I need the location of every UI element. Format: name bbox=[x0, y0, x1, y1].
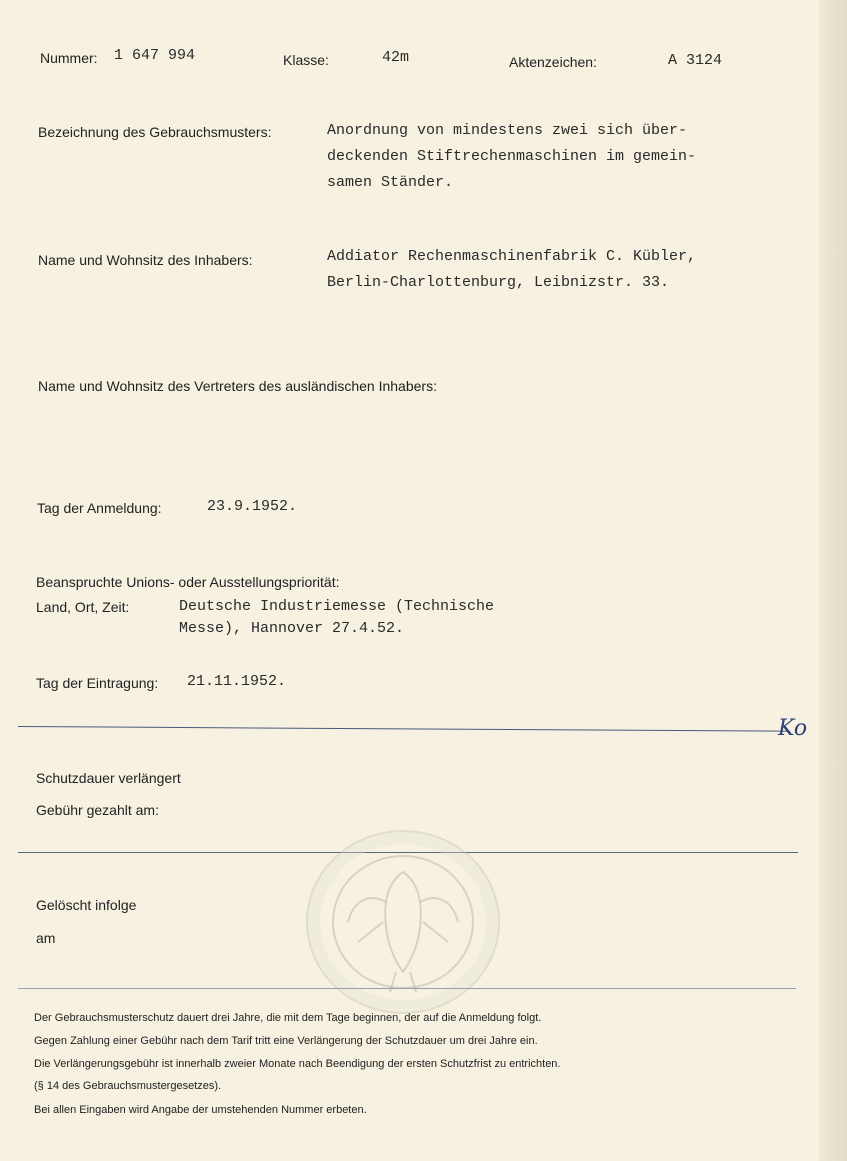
prioritaet-line: Deutsche Industriemesse (Technische bbox=[179, 598, 495, 615]
schutzdauer-label: Schutzdauer verlängert bbox=[36, 770, 181, 786]
divider-line bbox=[18, 726, 790, 732]
bezeichnung-line: deckenden Stiftrechenmaschinen im gemein- bbox=[327, 148, 697, 165]
klasse-label: Klasse: bbox=[283, 52, 329, 68]
embossed-seal bbox=[306, 830, 500, 1014]
inhaber-line: Berlin-Charlottenburg, Leibnizstr. 33. bbox=[327, 274, 670, 291]
bezeichnung-value bbox=[327, 118, 696, 196]
anmeldung-label: Tag der Anmeldung: bbox=[37, 500, 162, 516]
note-line: (§ 14 des Gebrauchsmustergesetzes). bbox=[34, 1080, 222, 1092]
nummer-value: 1 647 994 bbox=[114, 47, 196, 64]
eintragung-value: 21.11.1952. bbox=[187, 673, 287, 690]
bezeichnung-line: Anordnung von mindestens zwei sich über- bbox=[327, 122, 688, 139]
prioritaet-line: Messe), Hannover 27.4.52. bbox=[179, 620, 405, 637]
prioritaet-sub-label: Land, Ort, Zeit: bbox=[36, 599, 130, 615]
divider-line bbox=[18, 988, 796, 989]
anmeldung-value: 23.9.1952. bbox=[207, 498, 298, 515]
note-line: Gegen Zahlung einer Gebühr nach dem Tarif tritt eine Verlängerung der Schutzdauer um drei Jahre ein. bbox=[34, 1035, 538, 1047]
nummer-label: Nummer: bbox=[40, 50, 98, 66]
prioritaet-label: Beanspruchte Unions- oder Ausstellungspriorität: bbox=[36, 574, 340, 590]
note-line: Bei allen Eingaben wird Angabe der umstehenden Nummer erbeten. bbox=[34, 1104, 367, 1116]
aktenzeichen-label: Aktenzeichen: bbox=[509, 54, 597, 70]
geloescht-label: Gelöscht infolge bbox=[36, 897, 137, 913]
prioritaet-value bbox=[179, 596, 494, 640]
inhaber-label: Name und Wohnsitz des Inhabers: bbox=[38, 252, 253, 268]
eintragung-label: Tag der Eintragung: bbox=[36, 675, 159, 691]
inhaber-line: Addiator Rechenmaschinenfabrik C. Kübler, bbox=[327, 248, 697, 265]
geloescht-am-label: am bbox=[36, 930, 56, 946]
handwritten-initials: Ko bbox=[778, 716, 808, 741]
klasse-value: 42m bbox=[382, 49, 410, 66]
vertreter-label: Name und Wohnsitz des Vertreters des ausländischen Inhabers: bbox=[38, 378, 437, 394]
note-line: Der Gebrauchsmusterschutz dauert drei Jahre, die mit dem Tage beginnen, der auf die Anmeldung folgt. bbox=[34, 1012, 542, 1024]
eagle-emblem-icon bbox=[308, 832, 498, 1012]
bezeichnung-label: Bezeichnung des Gebrauchsmusters: bbox=[38, 124, 272, 140]
note-line: Die Verlängerungsgebühr ist innerhalb zweier Monate nach Beendigung der ersten Schutzfrist zu entrichten. bbox=[34, 1058, 561, 1070]
bezeichnung-line: samen Ständer. bbox=[327, 174, 454, 191]
inhaber-value bbox=[327, 244, 696, 296]
paper-edge bbox=[819, 0, 847, 1161]
aktenzeichen-value: A 3124 bbox=[668, 52, 723, 69]
gebuehr-label: Gebühr gezahlt am: bbox=[36, 802, 159, 818]
